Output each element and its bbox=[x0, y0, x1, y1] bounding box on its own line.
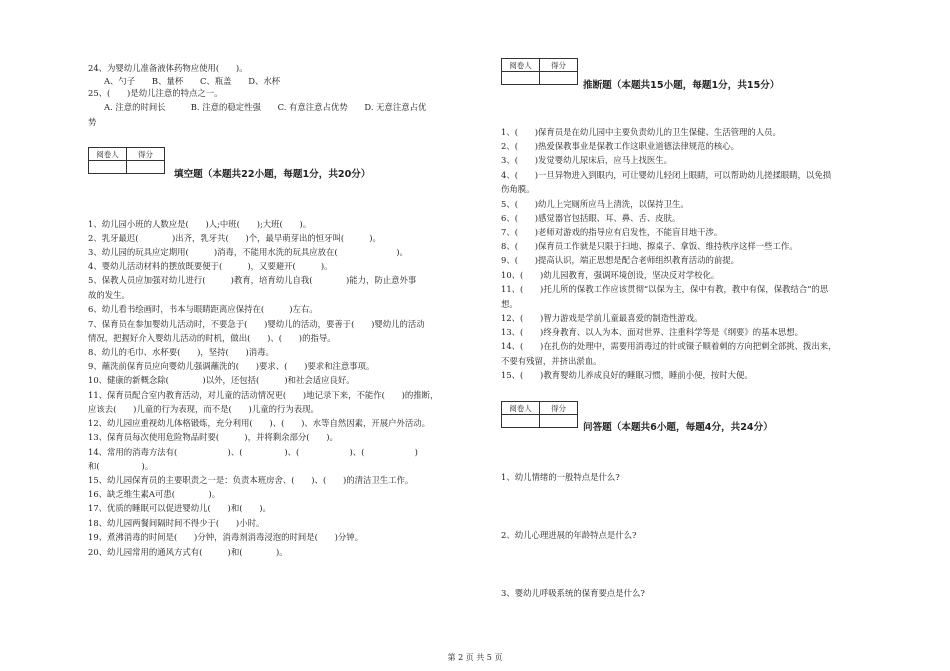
qa-section-title: 问答题（本题共6小题，每题4分，共24分） bbox=[583, 422, 773, 433]
fill-line: 18、幼儿园两餐间隔时间不得少于( )小时。 bbox=[88, 518, 265, 528]
reviewer-label: 阅卷人 bbox=[502, 402, 540, 415]
reviewer-label: 阅卷人 bbox=[502, 59, 540, 72]
fill-line: 16、缺乏维生素A可患( )。 bbox=[88, 489, 221, 499]
score-cell[interactable] bbox=[127, 161, 165, 174]
fill-line: 13、保育员每次使用危险物品时要( )，并将剩余部分( )。 bbox=[88, 432, 338, 442]
fill-line: 和( )。 bbox=[88, 461, 154, 471]
judge-line: 1、( )保育员是在幼儿园中主要负责幼儿的卫生保健、生活管理的人员。 bbox=[501, 127, 781, 137]
score-cell[interactable] bbox=[540, 72, 578, 85]
judge-line: 15、( )教育婴幼儿养成良好的睡眠习惯，睡前小便，按时大便。 bbox=[501, 370, 753, 380]
reviewer-cell[interactable] bbox=[502, 72, 540, 85]
judge-line: 12、( )智力游戏是学前儿童最喜爱的制造性游戏。 bbox=[501, 313, 703, 323]
fill-line: 12、幼儿园应重视幼儿体格锻炼，充分利用( )、( )、水等自然因素，开展户外活动。 bbox=[88, 418, 430, 428]
question-24: 24、为婴幼儿准备液体药物应使用( )。 bbox=[88, 63, 248, 73]
reviewer-cell[interactable] bbox=[502, 415, 540, 428]
question-25: 25、( )是幼儿注意的特点之一。 bbox=[88, 88, 223, 98]
fill-line: 7、保育员在参加婴幼儿活动时，不要急于( )婴幼儿的活动，要善于( )婴幼儿的活动 bbox=[88, 319, 425, 329]
fill-line: 15、幼儿园保育员的主要职责之一是：负责本班房舍、( )、( )的清洁卫生工作。 bbox=[88, 475, 414, 485]
judge-line: 6、( )感觉器官包括眼、耳、鼻、舌、皮肤。 bbox=[501, 213, 681, 223]
reviewer-cell[interactable] bbox=[89, 161, 127, 174]
qa-question: 1、幼儿情绪的一般特点是什么? bbox=[501, 472, 620, 482]
fill-score-table bbox=[88, 147, 165, 174]
reviewer-label: 阅卷人 bbox=[89, 148, 127, 161]
score-label: 得分 bbox=[127, 148, 165, 161]
judge-line: 9、( )提高认识，端正思想是配合老师组织教育活动的前提。 bbox=[501, 255, 739, 265]
fill-line: 14、常用的消毒方法有( )、( )、( )、( ) bbox=[88, 447, 418, 457]
fill-line: 17、优质的睡眠可以促进婴幼儿( )和( )。 bbox=[88, 503, 271, 513]
fill-line: 5、保教人员应加强对幼儿进行( )教育，培育幼儿自我( )能力，防止意外事 bbox=[88, 275, 417, 285]
judge-line: 10、( )幼儿园教育，强调环境创设，坚决反对学校化。 bbox=[501, 270, 720, 280]
fill-line: 4、婴幼儿活动材料的摆放既要便于( )，又要避开( )。 bbox=[88, 261, 333, 271]
score-label: 得分 bbox=[540, 59, 578, 72]
judge-line: 8、( )保育员工作就是只限于扫地、擦桌子、拿饭、维持秩序这样一些工作。 bbox=[501, 241, 798, 251]
question-25-options-cont: 势 bbox=[88, 117, 97, 127]
judge-line: 11、( )托儿所的保教工作应该贯彻“以保为主，保中有教，教中有保，保教结合”的思 bbox=[501, 284, 829, 294]
question-25-options: A. 注意的时间长 B. 注意的稳定性强 C. 有意注意占优势 D. 无意注意占优 bbox=[104, 102, 427, 112]
judge-score-table bbox=[501, 58, 578, 85]
fill-line: 情况，把握好介入婴幼儿活动的时机，做出( )、( )的指导。 bbox=[88, 333, 336, 343]
fill-line: 故的发生。 bbox=[88, 290, 130, 300]
judge-line: 3、( )发觉婴幼儿尿床后，应马上找医生。 bbox=[501, 155, 672, 165]
fill-line: 20、幼儿园常用的通风方式有( )和( )。 bbox=[88, 547, 288, 557]
fill-section-title: 填空题（本题共22小题，每题1分，共20分） bbox=[174, 169, 371, 180]
qa-question: 3、婴幼儿呼吸系统的保育要点是什么? bbox=[501, 588, 645, 598]
qa-question: 2、幼儿心理进展的年龄特点是什么? bbox=[501, 530, 637, 540]
fill-line: 10、健康的新概念除( )以外，还包括( )和社会适应良好。 bbox=[88, 375, 355, 385]
score-cell[interactable] bbox=[540, 415, 578, 428]
fill-line: 3、幼儿园的玩具应定期用( )消毒，不能用水洗的玩具应放在( )。 bbox=[88, 247, 408, 257]
judge-line: 不要有残留，并挤出淤血。 bbox=[501, 356, 602, 366]
fill-line: 1、幼儿园小班的人数应是( )人;中班( );大班( )。 bbox=[88, 219, 312, 229]
judge-line: 14、( )在扎伤的处理中，需要用消毒过的针或镊子顺着刺的方向把刺全部挑、拨出来， bbox=[501, 341, 837, 351]
fill-line: 19、煮沸消毒的时间是( )分钟，消毒剂消毒浸泡的时间是( )分钟。 bbox=[88, 532, 363, 542]
fill-line: 9、蘸洗前保育员应向婴幼儿强调蘸洗的( )要求、( )要求和注意事项。 bbox=[88, 361, 375, 371]
fill-line: 8、幼儿的毛巾、水杯要( )，坚持( )消毒。 bbox=[88, 347, 274, 357]
judge-section-title: 推断题（本题共15小题，每题1分，共15分） bbox=[583, 80, 780, 91]
judge-line: 2、( )热爱保教事业是保教工作这职业道德法律规范的核心。 bbox=[501, 141, 739, 151]
fill-line: 2、乳牙最迟( )出齐，乳牙共( )个，最早萌芽出的恒牙叫( )。 bbox=[88, 233, 381, 243]
judge-line: 7、( )老师对游戏的指导应有启发性，不能盲目地干涉。 bbox=[501, 227, 723, 237]
score-label: 得分 bbox=[540, 402, 578, 415]
judge-line: 13、( )终身教育、以人为本、面对世界、注重科学等是《纲要》的基本思想。 bbox=[501, 327, 803, 337]
fill-line: 应该去( )儿童的行为表现，而不是( )儿童的行为表现。 bbox=[88, 404, 319, 414]
judge-line: 想。 bbox=[501, 299, 518, 309]
question-24-options: A、勺子 B、量杯 C、瓶盖 D、水杯 bbox=[104, 76, 281, 86]
judge-line: 伤角膜。 bbox=[501, 184, 535, 194]
judge-line: 4、( )一旦异物进入到眼内，可让婴幼儿轻闭上眼睛，可以帮助幼儿搓揉眼睛，以免损 bbox=[501, 170, 832, 180]
fill-line: 6、幼儿看书绘画时，书本与眼睛距离应保持在( )左右。 bbox=[88, 304, 318, 314]
page-footer: 第 2 页 共 5 页 bbox=[447, 653, 503, 662]
fill-line: 11、保育员配合室内教育活动，对儿童的活动情况更( )地记录下来，不能作( )的推断， bbox=[88, 390, 439, 400]
qa-score-table bbox=[501, 401, 578, 428]
judge-line: 5、( )幼儿上完厕所应马上清洗，以保持卫生。 bbox=[501, 199, 689, 209]
